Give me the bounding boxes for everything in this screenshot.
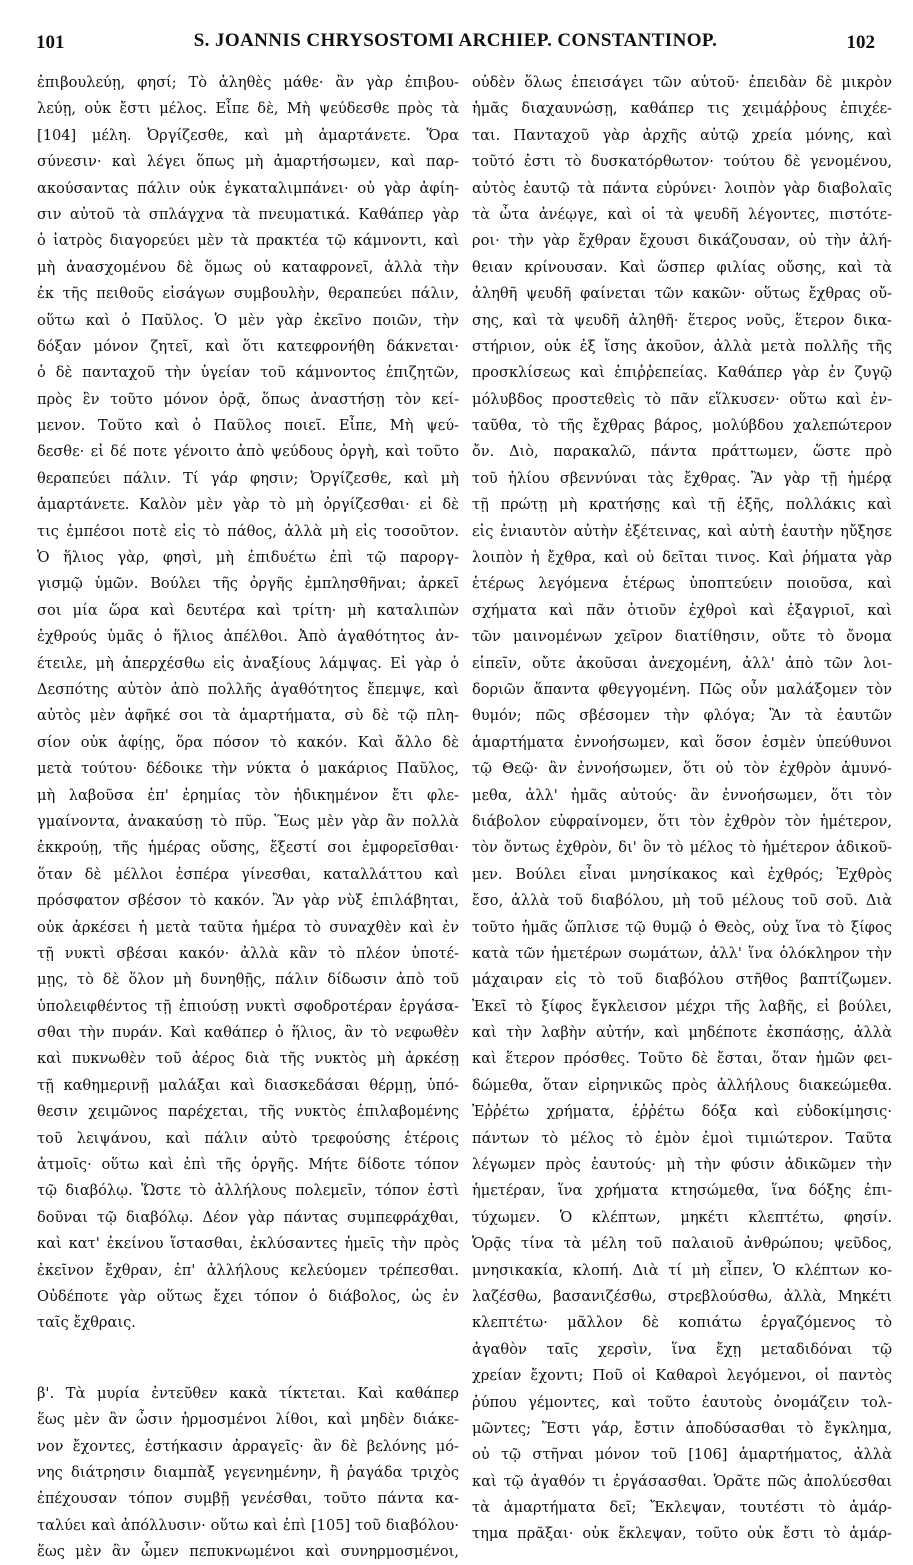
text-line: σης, καὶ τὰ ψευδῆ ἀληθῆ· ἕτερος νοῦς, ἕτερον δικα- <box>472 311 892 329</box>
text-line: δόξαν μόνον ζητεῖ, καὶ ὅτι κατεφρονήθη δάκνεται· <box>37 337 459 355</box>
text-line: ἐπιβουλεύῃ, φησί; Τὸ ἀληθὲς μάθε· ἂν γὰρ ἐπιβου- <box>37 74 459 91</box>
text-line: ἐπέχουσαν τόπον συμβῇ γενέσθαι, τοῦτο πάντα κα- <box>37 1490 459 1508</box>
text-line: νης διάτρησιν διαμπὰξ γεγενημένην, ἢ ῥαγάδα τριχὸς <box>37 1463 459 1481</box>
text-line: τῷ διαβόλῳ. Ὥστε τὸ ἀλλήλους πολεμεῖν, τόπον ἐστὶ <box>37 1182 459 1200</box>
text-line: κατὰ τῶν ἡμετέρων σωμάτων, ἀλλ' ἵνα ὁλόκληρον τὴν <box>472 944 892 962</box>
text-line: Ὁρᾷς τίνα τὰ μέλη τοῦ παλαιοῦ ἀνθρώπου; ψεῦδος, <box>472 1235 892 1253</box>
text-line: ται. Πανταχοῦ γὰρ ἀρχῆς αὐτῷ χρεία μόνης, καὶ <box>472 126 892 144</box>
left-column <box>37 70 459 1565</box>
text-line: τημα πρᾶξαι· οὐκ ἔκλεψαν, τοῦτο οὐκ ἔστι τὸ ἁμάρ- <box>472 1525 892 1543</box>
text-line: πρὸς ἓν τοῦτο μόνον ὁρᾷ, ὅπως ἀναστήσῃ τὸν κεί- <box>37 390 459 408</box>
text-line: σίον οὐκ ἀφίῃς, ὅρα πόσον τὸ κακόν. Καὶ ἄλλο δὲ <box>37 733 459 751</box>
text-line: τις ἐμπέσοι ποτὲ εἰς τὸ πάθος, ἀλλὰ μὴ εἰς τοσοῦτον. <box>37 522 459 540</box>
text-line: τοῦ ἡλίου σβεννύναι τὰς ἔχθρας. Ἂν γὰρ τῇ ἡμέρᾳ <box>472 469 892 487</box>
text-line: μνησικακία, κλοπή. Διὰ τί μὴ εἶπεν, Ὁ κλέπτων κο- <box>472 1261 892 1279</box>
text-line: πρόσφατον σβέσον τὸ κακόν. Ἂν γὰρ νὺξ ἐπιλάβηται, <box>37 892 459 910</box>
text-line: λεύῃ, οὐκ ἔστι μέλος. Εἶπε δὲ, Μὴ ψεύδεσθε πρὸς τὰ <box>37 100 459 118</box>
text-line: μενον. Τοῦτο καὶ ὁ Παῦλος ποιεῖ. Εἶπε, Μὴ ψεύ- <box>37 417 459 435</box>
text-line: ἡμᾶς διαχαυνώσῃ, καθάπερ τις χειμάῤῥους ἐπιχέε- <box>472 100 892 118</box>
text-line: δεσθε· εἰ δέ ποτε γένοιτο ἀπὸ ψεύδους ὀργὴ, καὶ τοῦτο <box>37 443 459 461</box>
text-line: λοιπὸν ἡ ἔχθρα, καὶ οὐ δεῖται τινος. Καὶ ῥήματα γὰρ <box>472 549 892 567</box>
paragraph-gap <box>37 1337 459 1381</box>
text-line: ἁμαρτάνετε. Καλὸν μὲν γὰρ τὸ μὴ ὀργίζεσθαι· εἰ δὲ <box>37 496 459 514</box>
text-line: τῇ πρώτῃ μὴ κρατήσῃς καὶ τῇ ἑξῆς, πολλάκις καὶ <box>472 496 892 514</box>
text-line: σχήματα καὶ πᾶν ὁτιοῦν ἐχθροὶ καὶ ἐξαγριοῖ, καὶ <box>472 601 892 619</box>
text-line: δοριῶν ἅπαντα φθεγγομένη. Πῶς οὖν μαλάξομεν τὸν <box>472 680 892 698</box>
text-line: ῥύπου γέμοντες, καὶ τοῦτο ἑαυτοὺς ὀνομάζειν τολ- <box>472 1393 892 1411</box>
text-line: τῇ νυκτὶ σβέσαι κακόν· ἀλλὰ κἂν τὸ πλέον ὑποτέ- <box>37 944 459 962</box>
text-line: θεραπεύει πάλιν. Τί γάρ φησιν; Ὀργίζεσθε, καὶ μὴ <box>37 469 459 487</box>
text-line: ταῖς ἔχθραις. <box>37 1314 136 1332</box>
text-line: αὐτὸς ἑαυτῷ τὰ πάντα εὐρύνει· λοιπὸν γὰρ διαβολαῖς <box>472 179 892 197</box>
text-line: λέγωμεν πρὸς ἑαυτούς· μὴ τὴν φύσιν ἀδικῶμεν τὴν <box>472 1156 892 1174</box>
text-line: καὶ πυκνωθὲν τοῦ ἀέρος διὰ τῆς νυκτὸς μὴ ἀρκέσῃ <box>37 1050 459 1068</box>
left-paragraph-2 <box>37 1381 459 1565</box>
text-line: ταλύει καὶ ἀπόλλυσιν· οὕτω καὶ ἐπὶ [105] τοῦ διαβόλου· <box>37 1516 459 1534</box>
text-line: [104] μέλη. Ὀργίζεσθε, καὶ μὴ ἁμαρτάνετε. Ὅρα <box>37 126 459 144</box>
text-line: σιν αὐτοῦ τὰ σπλάγχνα τὰ πνευματικά. Καθάπερ γὰρ <box>37 205 459 223</box>
text-line: τοῦ λειψάνου, καὶ πάλιν αὐτὸ τρεφούσης ἑτέροις <box>37 1129 459 1147</box>
text-line: πάντων τὸ μέλος τὸ ἐμὸν ἐμοὶ τιμιώτερον. Ταῦτα <box>472 1129 892 1147</box>
text-line: κλεπτέτω· μᾶλλον δὲ κοπιάτω ἐργαζόμενος τὸ <box>472 1314 892 1332</box>
text-line: τύχωμεν. Ὁ κλέπτων, μηκέτι κλεπτέτω, φησίν. <box>472 1208 892 1226</box>
text-line: ἡμετέραν, ἵνα χρήματα κτησώμεθα, ἵνα δόξης ἐπι- <box>472 1182 892 1200</box>
text-line: τοῦτό ἐστι τὸ δυσκατόρθωτον· τούτου δὲ γενομένου, <box>472 153 892 171</box>
text-line: γμαίνοντα, ἀνακαύσῃ τὸ πῦρ. Ἕως μὲν γὰρ ἂν πολλὰ <box>37 812 459 830</box>
text-line: οὐ τῷ στῆναι μόνον τοῦ [106] ἁμαρτήματος, ἀλλὰ <box>472 1446 892 1464</box>
text-line: ροι· τὴν γὰρ ἔχθραν ἔχουσι δικάζουσαν, οὐ τὴν ἀλή- <box>472 232 892 250</box>
text-line: τοῦτο ἡμᾶς ὥπλισε τῷ θυμῷ ὁ Θεὸς, οὐχ ἵνα τὸ ξίφος <box>472 918 892 936</box>
text-line: οὕτω καὶ ὁ Παῦλος. Ὁ μὲν γὰρ ἐκεῖνο ποιῶν, τὴν <box>37 311 459 329</box>
text-line: χρείαν ἔχοντι; Ποῦ οἱ Καθαροὶ λεγόμενοι, οἱ παντὸς <box>472 1367 892 1385</box>
text-line: μεν. Βούλει εἶναι μνησίκακος καὶ ἐχθρός; Ἐχθρὸς <box>472 865 892 883</box>
text-line: ὁ δὲ πανταχοῦ τὴν ὑγείαν τοῦ κάμνοντος ἐπιζητῶν, <box>37 364 459 382</box>
text-line: τῇ καθημερινῇ μαλάξαι καὶ διασκεδάσαι θέρμῃ, ὑπό- <box>37 1076 459 1094</box>
text-line: τῶν μαινομένων χεῖρον διατίθησιν, οὔτε τὸ ὄνομα <box>472 628 892 646</box>
text-line: καὶ τῷ ἀγαθόν τι ἐργάσασθαι. Ὁρᾶτε πῶς ἀπολύεσθαι <box>472 1472 892 1490</box>
text-line: εἰς ἐνιαυτὸν αὐτὴν ἐξέτεινας, καὶ αὐτὴ ἑαυτὴν ηὔξησε <box>472 522 892 540</box>
text-line: ἔσο, ἀλλὰ τοῦ διαβόλου, μὴ τοῦ μέλους τοῦ σοῦ. Διὰ <box>472 892 892 910</box>
text-line: εἰπεῖν, οὔτε ἀκοῦσαι ἀνεχομένη, ἀλλ' ἀπὸ τῶν λοι- <box>472 654 892 672</box>
text-line: β'. Τὰ μυρία ἐντεῦθεν κακὰ τίκτεται. Καὶ καθάπερ <box>37 1384 459 1402</box>
text-line: ἀληθῆ ψευδῆ φαίνεται τῶν κακῶν· οὕτως ἔχθρας οὔ- <box>472 285 892 303</box>
text-line: ὅταν δὲ μέλλοι ἑσπέρα γίνεσθαι, καταλλάττου καὶ <box>37 865 459 883</box>
right-column <box>472 70 892 1548</box>
text-line: ἕως μὲν ἂν ὦμεν πεπυκνωμένοι καὶ συνηρμοσμένοι, <box>37 1543 459 1561</box>
right-page-number: 102 <box>846 32 875 53</box>
text-line: μεθα, ἀλλ' ἡμᾶς αὐτούς· ἂν ἐννοήσωμεν, ὅτι τὸν <box>472 786 892 804</box>
text-line: ἁμαρτήματα ἐννοήσωμεν, καὶ ὅσον ἐσμὲν ὑπεύθυνοι <box>472 733 892 751</box>
text-line: ἕως μὲν ἂν ὦσιν ἡρμοσμένοι λίθοι, καὶ μηδὲν διάκε- <box>37 1411 459 1429</box>
text-line: γισμῷ ὑμῶν. Βούλει τῆς ὀργῆς ἐμπλησθῆναι; ἀρκεῖ <box>37 575 459 593</box>
text-line: ὄν. Διὸ, παρακαλῶ, πάντα πράττωμεν, ὥστε πρὸ <box>472 443 892 461</box>
text-line: σοι μία ὥρα καὶ δευτέρα καὶ τρίτη· μὴ καταλιπὼν <box>37 601 459 619</box>
text-line: ακούσαντας πάλιν οὐκ ἐγκαταλιμπάνει· οὐ γὰρ ἀφίη- <box>37 179 459 197</box>
page-header <box>36 30 875 60</box>
text-line: Ἐῤῥέτω χρήματα, ἐῤῥέτω δόξα καὶ εὐδοκίμησις· <box>472 1103 892 1121</box>
text-line: δώμεθα, ὅταν εἰρηνικῶς πρὸς ἀλλήλους διακεώμεθα. <box>472 1076 892 1094</box>
text-line: διάβολον εὐφραίνομεν, ὅτι τὸν ἐχθρὸν τὸν ἡμέτερον, <box>472 812 892 830</box>
text-line: λαζέσθω, βασανιζέσθω, στρεβλούσθω, ἀλλὰ, Μηκέτι <box>472 1287 892 1305</box>
text-line: δοῦναι τῷ διαβόλῳ. Δέον γὰρ πάντας συμπεφράχθαι, <box>37 1208 459 1226</box>
text-line: ἀτμοῖς· οὕτω καὶ ἐπὶ τῆς ὀργῆς. Μήτε δίδοτε τόπον <box>37 1156 459 1174</box>
text-line: ὁ ἰατρὸς διαγορεύει μὲν τὰ πρακτέα τῷ κάμνοντι, καὶ <box>37 232 459 250</box>
text-line: μάχαιραν εἰς τὸ τοῦ διαβόλου στῆθος βαπτίζωμεν. <box>472 971 892 989</box>
text-line: μῶντες; Ἔστι γάρ, ἔστιν ἀποδύσασθαι τὸ ἔγκλημα, <box>472 1419 892 1437</box>
text-line: Ἐκεῖ τὸ ξίφος ἔγκλεισον μέχρι τῆς λαβῆς, εἰ βούλει, <box>472 997 892 1015</box>
text-line: οὐδὲν ὅλως ἐπεισάγει τῶν αὐτοῦ· ἐπειδὰν δὲ μικρὸν <box>472 74 892 91</box>
text-line: νον ἔχοντες, ἑστήκασιν ἀρραγεῖς· ἂν δὲ βελόνης μό- <box>37 1437 459 1455</box>
text-line: μῃς, τὸ δὲ ὅλον μὴ δυνηθῇς, πάλιν δίδωσιν ἀπὸ τοῦ <box>37 971 459 989</box>
right-paragraph <box>472 70 892 1548</box>
text-line: έτειλε, μὴ ἀπερχέσθω εἰς ἀναξίους λάμψας. Εἰ γὰρ ὁ <box>37 654 459 672</box>
text-line: οὐκ ἀρκέσει ἡ μετὰ ταῦτα ἡμέρα τὸ συναχθὲν καὶ ἐν <box>37 918 459 936</box>
text-line: ταῦθα, τὸ τῆς ἔχθρας βάρος, μολύβδου χαλεπώτερον <box>472 417 892 435</box>
text-line: ἐκεῖνον ἔχθραν, ἐπ' ἀλλήλους κελεύομεν τρέπεσθαι. <box>37 1261 459 1279</box>
text-line: στήριον, οὐκ ἐξ ἴσης ἀκοῦον, ἀλλὰ μετὰ πολλῆς τῆς <box>472 337 892 355</box>
text-line: καὶ κατ' ἐκείνου ἵστασθαι, ἐκλύσαντες ἡμεῖς τὴν πρὸς <box>37 1235 459 1253</box>
left-paragraph-1 <box>37 70 459 1337</box>
running-title: S. JOANNIS CHRYSOSTOMI ARCHIEP. CONSTANTINOP. <box>193 30 718 51</box>
text-line: καὶ ἕτερον πρόσθες. Τοῦτο δὲ ἔσται, ὅταν ἡμῶν φει- <box>472 1050 892 1068</box>
left-page-number: 101 <box>36 32 65 53</box>
text-line: μὴ λαβοῦσα ἐπ' ἐρημίας τὸν ἠδικημένον ἔτι φλε- <box>37 786 459 804</box>
text-line: ἐκκρούῃ, τῆς ἡμέρας οὔσης, ἔξεστί σοι ἐμφορεῖσθαι· <box>37 839 459 857</box>
text-line: μὴ ἀνασχομένου δὲ ὅμως οὐ καταφρονεῖ, ἀλλὰ τὴν <box>37 258 459 276</box>
text-line: ὑπολειφθέντος τῇ ἐπιούσῃ νυκτὶ σφοδροτέραν ἐργάσα- <box>37 997 459 1015</box>
text-line: μόλυβδος προστεθεὶς τὸ πᾶν εἵλκυσεν· οὕτω καὶ ἐν- <box>472 390 892 408</box>
text-line: Ὁ ἥλιος γὰρ, φησὶ, μὴ ἐπιδυέτω ἐπὶ τῷ παροργ- <box>37 549 459 567</box>
text-line: Δεσπότης αὐτὸν ἀπὸ πολλῆς ἀγαθότητος ἔπεμψε, καὶ <box>37 680 459 698</box>
text-line: ἑτέρως λεγόμενα ἑτέρως ὑποπτεύειν ποιοῦσα, καὶ <box>472 575 892 593</box>
text-line: θυμόν; πῶς σβέσομεν τὴν φλόγα; Ἂν τὰ ἑαυτῶν <box>472 707 892 725</box>
text-line: θεσιν χειμῶνος παρέχεται, τῆς νυκτὸς ἐπιλαβομένης <box>37 1103 459 1121</box>
text-line: θειαν κρίνουσαν. Καὶ ὥσπερ φιλίας οὔσης, καὶ τὰ <box>472 258 892 276</box>
text-line: τὰ ὦτα ἀνέῳγε, καὶ οἱ τὰ ψευδῆ λέγοντες, πιστότε- <box>472 205 892 223</box>
text-line: προσκλίσεως καὶ ἐπιῤῥεπείας. Καθάπερ γὰρ ἐν ζυγῷ <box>472 364 892 382</box>
text-line: τὰ ἁμαρτήματα δεῖ; Ἔκλεψαν, τουτέστι τὸ ἁμάρ- <box>472 1499 892 1517</box>
text-line: Οὐδέποτε γὰρ οὕτως ἔχει τόπον ὁ διάβολος, ὡς ἐν <box>37 1287 459 1305</box>
text-line: καὶ τὴν λαβὴν αὐτήν, καὶ μηδέποτε ἐκσπάσῃς, ἀλλὰ <box>472 1024 892 1042</box>
text-line: μετὰ τούτου· δέδοικε τὴν νύκτα ὁ μακάριος Παῦλος, <box>37 760 459 778</box>
text-line: τῷ Θεῷ· ἂν ἐννοήσωμεν, ὅτι οὐ τὸν ἐχθρὸν ἀμυνό- <box>472 760 892 778</box>
text-line: ἐκ τῆς πειθοῦς εἰσάγων συμβουλὴν, θεραπεύει πάλιν, <box>37 285 459 303</box>
text-line: ἐχθρούς ὑμᾶς ὁ ἥλιος ἀπέλθοι. Ἀπὸ ἀγαθότητος ἀν- <box>37 628 459 646</box>
text-line: αὐτὸς μὲν ἀφῆκέ σοι τὰ ἁμαρτήματα, σὺ δὲ τῷ πλη- <box>37 707 459 725</box>
text-line: τὸν ὄντως ἐχθρὸν, δι' ὃν τὸ μέλος τὸ ἡμέτερον ἀδικοῦ- <box>472 839 892 857</box>
text-line: ἀγαθὸν ταῖς χερσὶν, ἵνα ἔχῃ μεταδιδόναι τῷ <box>472 1340 892 1358</box>
text-line: σύνεσιν· καὶ λέγει ὅπως μὴ ἁμαρτήσωμεν, καὶ παρ- <box>37 153 459 171</box>
text-line: σθαι τὴν πυράν. Καὶ καθάπερ ὁ ἥλιος, ἂν τὸ νεφωθὲν <box>37 1024 459 1042</box>
